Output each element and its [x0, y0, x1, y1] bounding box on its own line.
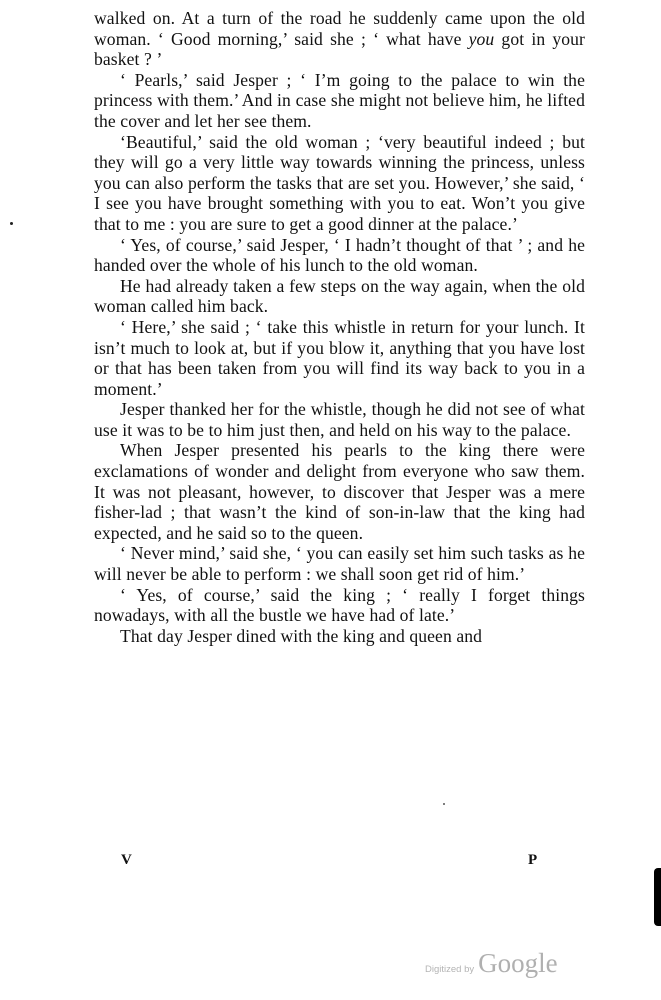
digitized-watermark — [425, 948, 558, 979]
paragraph-text: ‘ Pearls,’ said Jesper ; ‘ I’m going to the palace to win the princess with them.’ And in case she might not believe him, he lifted the cover and let her see them. — [94, 69, 585, 131]
paragraph — [94, 132, 585, 235]
paragraph-text: ‘ Here,’ she said ; ‘ take this whistle in return for your lunch. It isn’t much to look at, but if you blow it, anything that you have lost or that has been taken from you will find its way back to you in a moment.’ — [94, 316, 585, 399]
margin-ink-dot — [10, 222, 13, 225]
paragraph — [94, 543, 585, 584]
page-edge-shadow — [654, 868, 661, 926]
signature-mark-right: P — [528, 852, 538, 868]
paragraph — [94, 70, 585, 132]
paragraph-text: ‘ Yes, of course,’ said the king ; ‘ really I forget things nowadays, with all the bustle we have had of late.’ — [94, 584, 585, 626]
paragraph — [94, 585, 585, 626]
paragraph-text: He had already taken a few steps on the way again, when the old woman called him back. — [94, 275, 585, 317]
stray-ink-dot — [443, 803, 445, 805]
paragraph-text: walked on. At a turn of the road he suddenly came upon the old woman. ‘ Good morning,’ said she ; ‘ what have — [94, 8, 585, 49]
paragraph — [94, 276, 585, 317]
paragraph-text: When Jesper presented his pearls to the king there were exclamations of wonder and delight from everyone who saw them. It was not pleasant, however, to discover that Jesper was a mere fisher-lad ; that wasn’t the kind of son-in-law that the king had expected, and he said so to the queen. — [94, 440, 585, 543]
google-logo: Google — [478, 948, 558, 978]
paragraph — [94, 317, 585, 399]
signature-mark-left: V — [121, 852, 132, 868]
paragraph — [94, 8, 585, 70]
emphasized-text: you — [468, 28, 495, 49]
paragraph-text: That day Jesper dined with the king and queen and — [120, 625, 483, 646]
paragraph-text: Jesper thanked her for the whistle, though he did not see of what use it was to be to him just then, and held on his way to the palace. — [94, 399, 585, 440]
paragraph-text: ‘ Yes, of course,’ said Jesper, ‘ I hadn’t thought of that ’ ; and he handed over the whole of his lunch to the old woman. — [94, 234, 585, 276]
watermark-prefix: Digitized by — [425, 964, 475, 975]
paragraph — [94, 626, 585, 647]
paragraph — [94, 235, 585, 276]
paragraph-text: got in your basket ? ’ — [94, 28, 585, 70]
paragraph — [94, 399, 585, 440]
page-body — [94, 8, 585, 646]
paragraph — [94, 440, 585, 543]
paragraph-text: ‘ Never mind,’ said she, ‘ you can easily set him such tasks as he will never be able to perform : we shall soon get rid of him.’ — [94, 543, 585, 585]
paragraph-text: ‘Beautiful,’ said the old woman ; ‘very beautiful indeed ; but they will go a very little way towards winning the princess, unless you can also perform the tasks that are set you. However,’ she said, ‘ I see you have brought something with you to eat. Won’t you give that to me : you are sure to get a good dinner at the palace.’ — [94, 131, 585, 234]
